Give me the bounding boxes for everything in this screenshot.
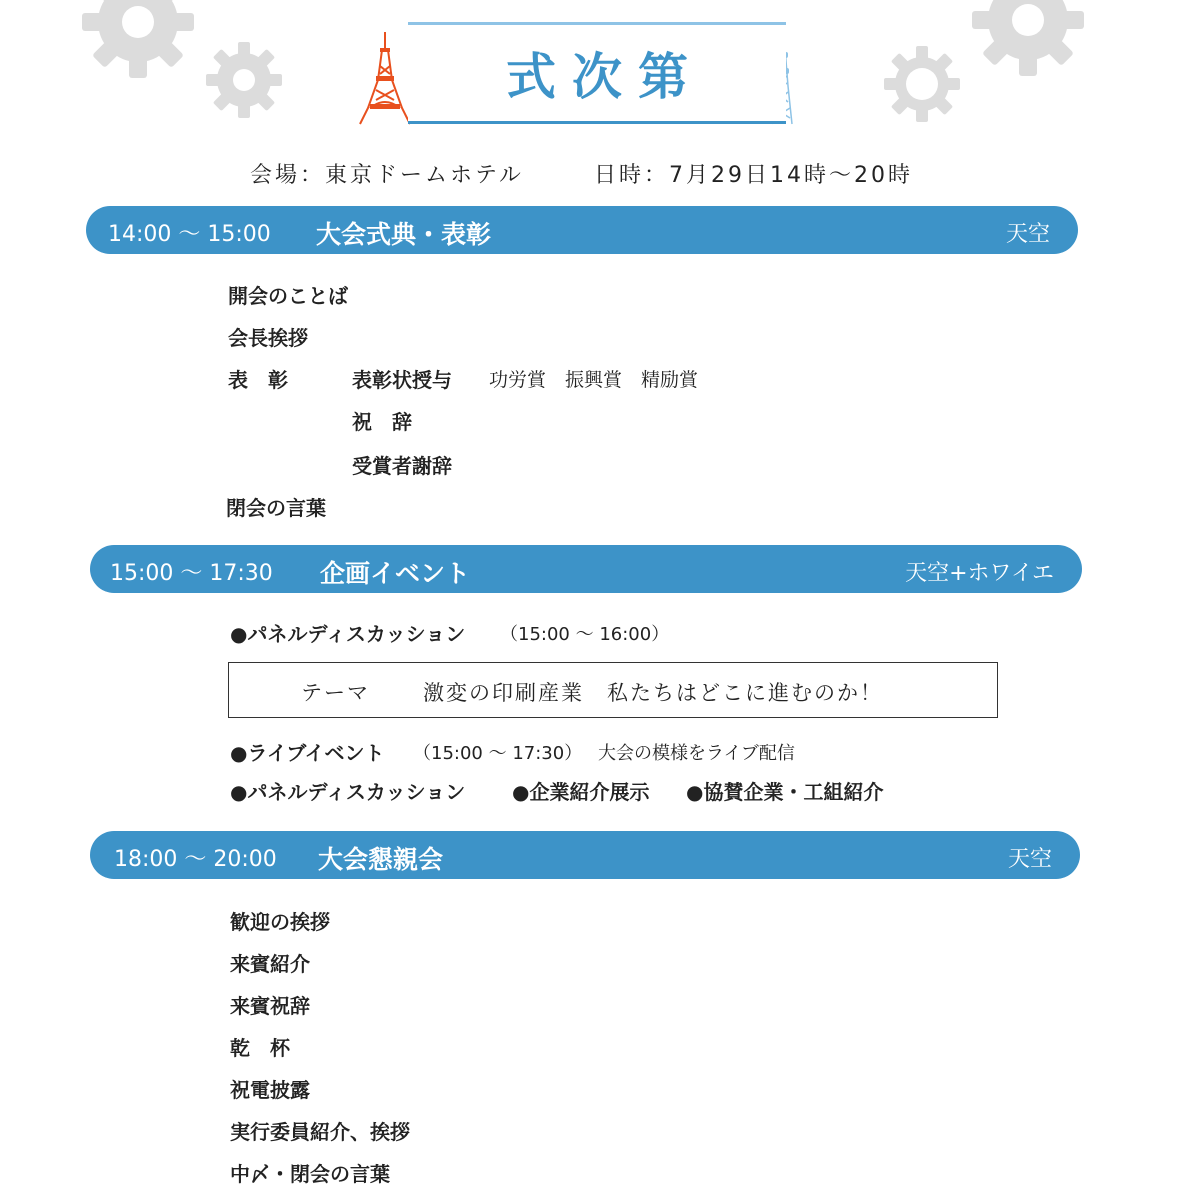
- list-item: 表 彰: [228, 368, 288, 392]
- section-label: 企画イベント: [320, 559, 471, 588]
- section-label: 大会式典・表彰: [316, 220, 492, 249]
- list-item: 受賞者謝辞: [352, 454, 452, 478]
- datetime-text: 日時：7月29日14時～20時: [594, 163, 913, 188]
- tokyo-tower-icon: [356, 30, 414, 126]
- list-item: ●ライブイベント: [230, 741, 385, 765]
- section-band-reception: [90, 831, 1080, 879]
- section-time: 15:00 ～ 17:30: [110, 561, 273, 586]
- gear-icon: [204, 40, 284, 120]
- theme-label: テーマ: [301, 681, 370, 705]
- section-place: 天空: [1005, 222, 1050, 247]
- list-item: ●パネルディスカッション: [230, 622, 466, 646]
- list-item: 中〆・閉会の言葉: [230, 1162, 390, 1186]
- venue-text: 会場：東京ドームホテル: [250, 163, 524, 188]
- list-item: 歓迎の挨拶: [230, 910, 330, 934]
- section-label: 大会懇親会: [318, 845, 444, 874]
- list-item: ●パネルディスカッション: [230, 780, 466, 804]
- title-frame: [408, 22, 786, 124]
- list-item: 祝電披露: [230, 1078, 310, 1102]
- gear-icon: [968, 0, 1088, 80]
- gear-icon: [78, 0, 198, 82]
- list-item: ●協賛企業・工組紹介: [686, 780, 884, 804]
- section-band-ceremony: [86, 206, 1078, 254]
- venue-line: [0, 158, 1200, 190]
- section-place: 天空: [1007, 847, 1052, 872]
- section-time: 18:00 ～ 20:00: [114, 847, 277, 872]
- panel-time: （15:00 ～ 16:00）: [500, 624, 670, 645]
- live-description: 大会の模様をライブ配信: [598, 743, 795, 764]
- live-time: （15:00 ～ 17:30）: [413, 743, 583, 764]
- list-item: 祝 辞: [352, 410, 412, 434]
- list-item: 来賓祝辞: [230, 994, 310, 1018]
- list-item: 乾 杯: [230, 1036, 290, 1060]
- award-categories: 功労賞 振興賞 精励賞: [489, 369, 699, 391]
- list-item: 閉会の言葉: [226, 496, 326, 520]
- list-item: 来賓紹介: [230, 952, 310, 976]
- list-item: 開会のことば: [228, 284, 348, 308]
- section-band-event: [90, 545, 1082, 593]
- theme-text: 激変の印刷産業 私たちはどこに進むのか！: [423, 681, 883, 705]
- section-place: 天空+ホワイエ: [905, 561, 1054, 586]
- gear-icon: [882, 44, 962, 124]
- section-time: 14:00 ～ 15:00: [108, 222, 271, 247]
- page-title: 式次第: [506, 48, 704, 106]
- list-item: 表彰状授与: [352, 368, 452, 392]
- list-item: 会長挨拶: [228, 326, 308, 350]
- list-item: ●企業紹介展示: [512, 780, 650, 804]
- theme-box: [228, 662, 998, 718]
- list-item: 実行委員紹介、挨拶: [230, 1120, 410, 1144]
